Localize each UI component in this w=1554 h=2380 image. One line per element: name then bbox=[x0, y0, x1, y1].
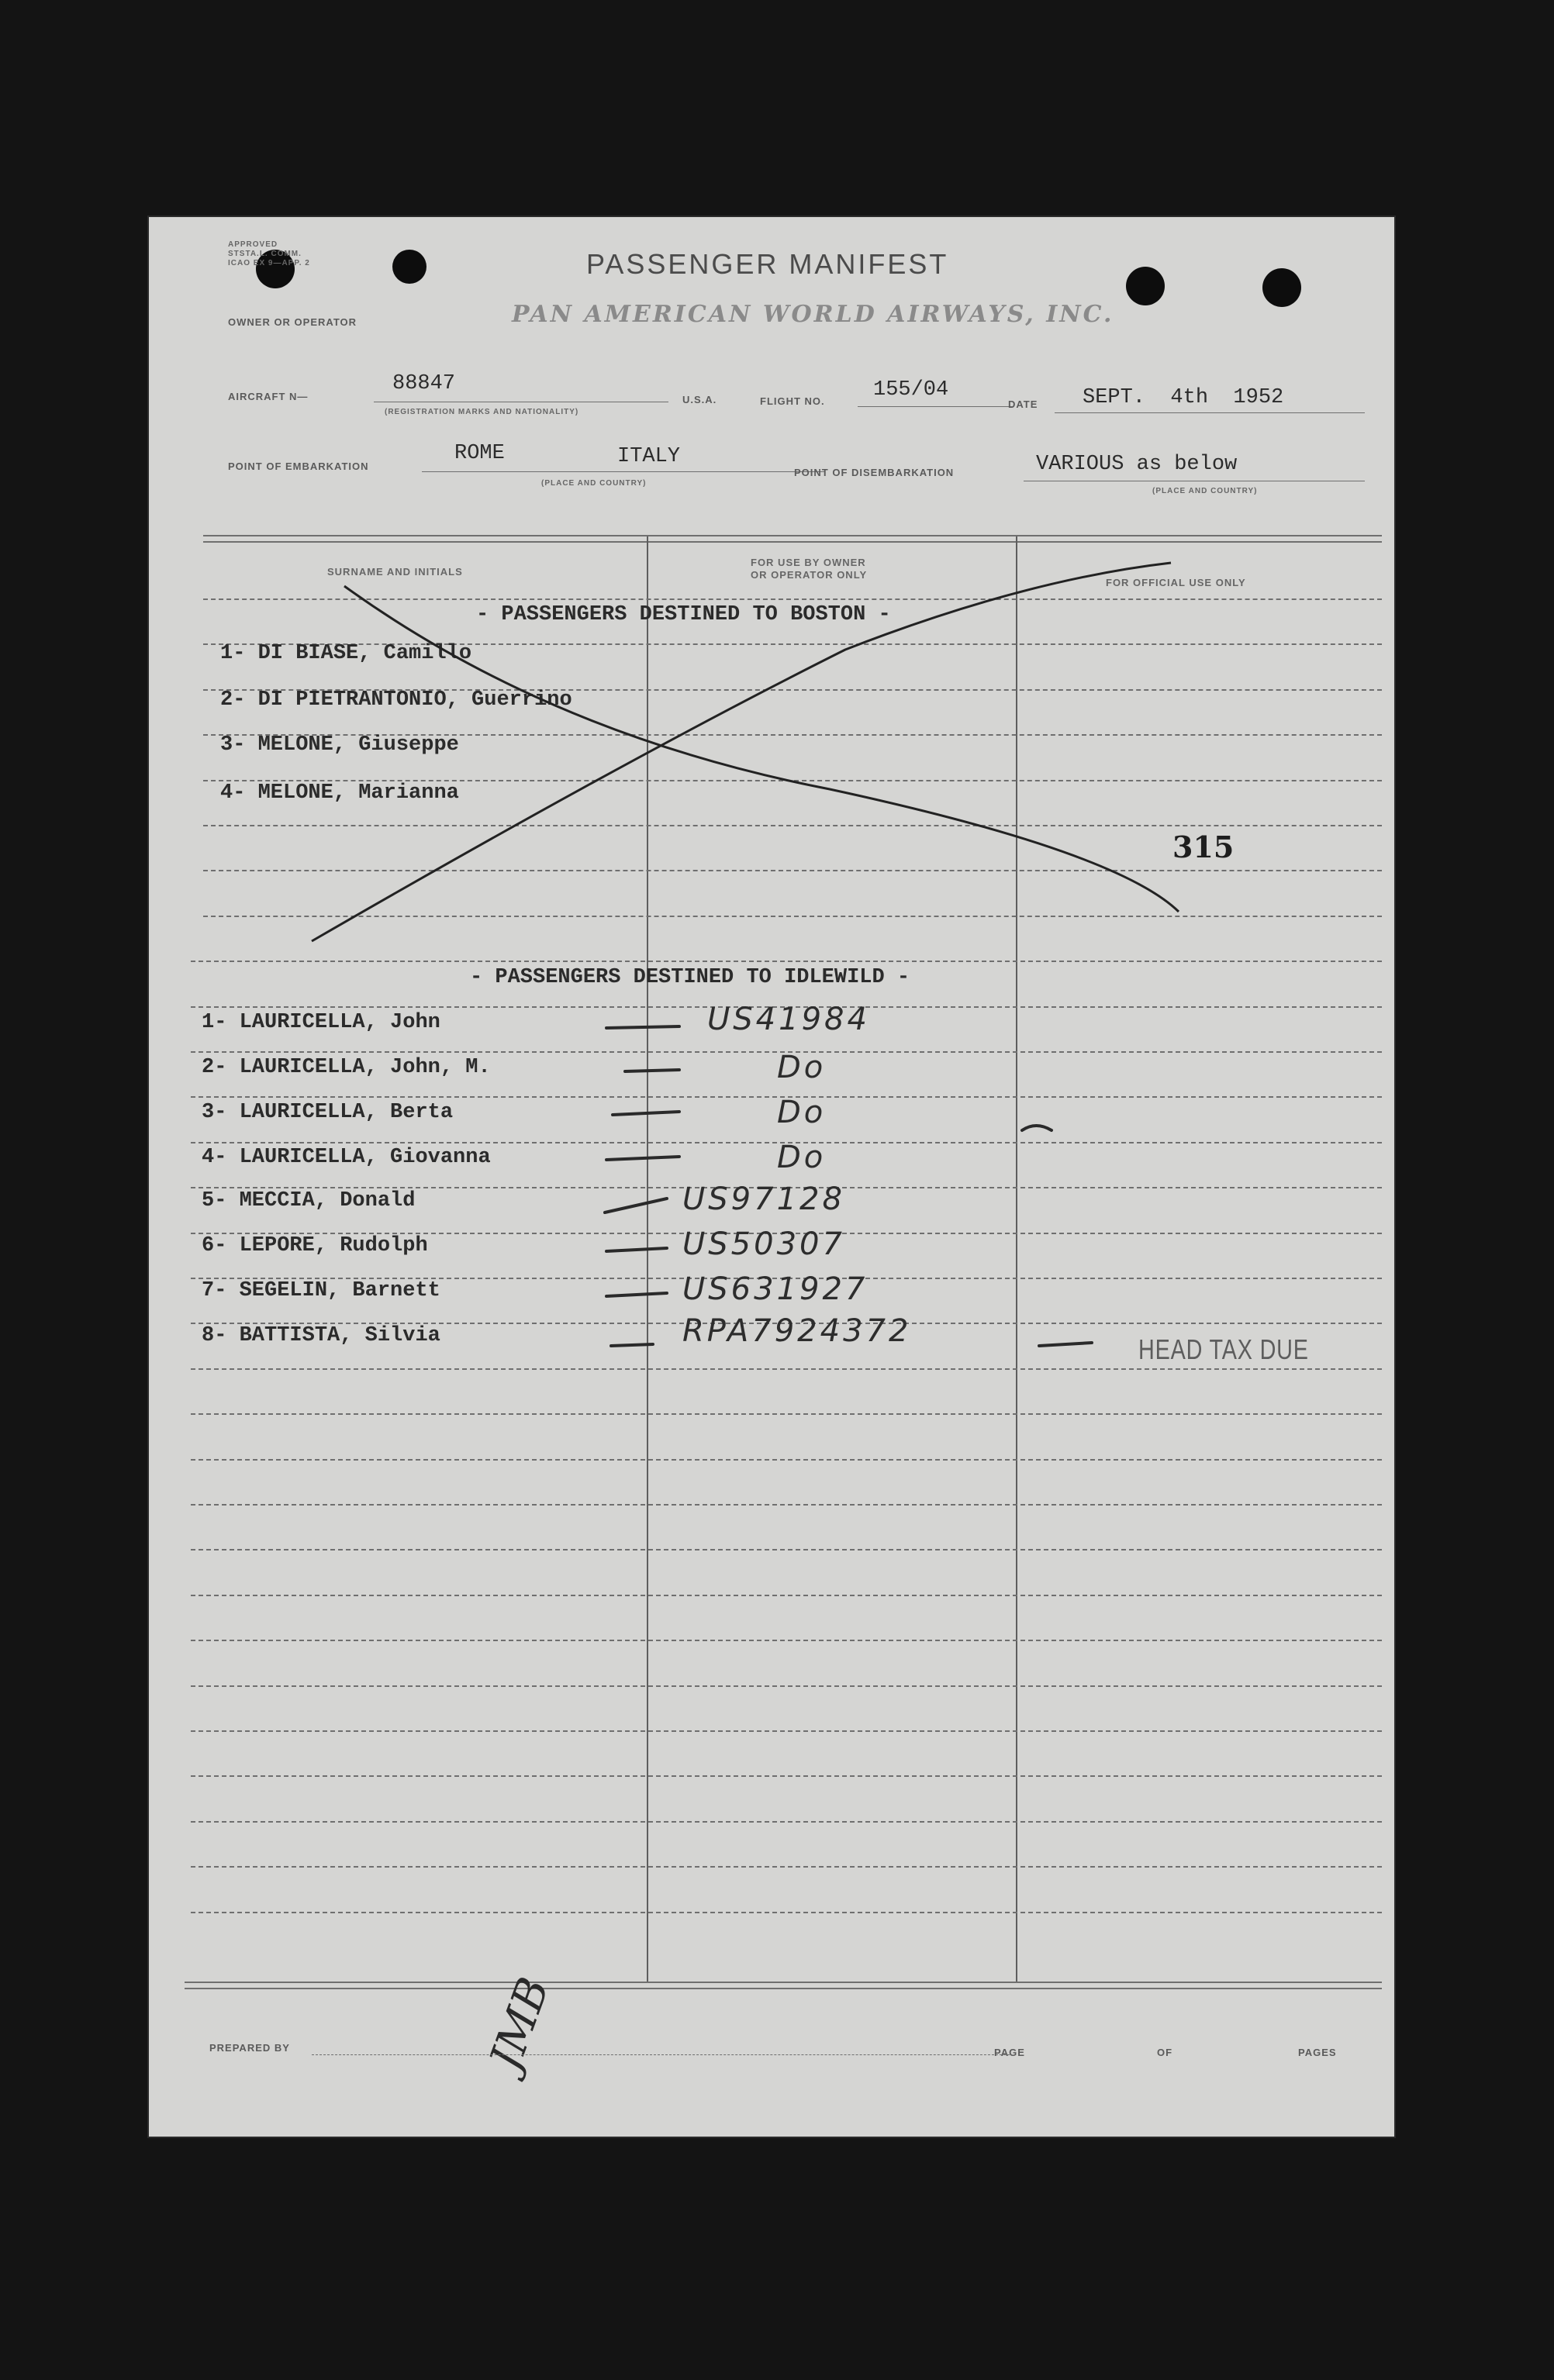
pen-marks bbox=[147, 216, 1396, 2138]
approval-text-2: STSTA.L. COMM. bbox=[228, 250, 302, 258]
aircraft-label: AIRCRAFT N— bbox=[228, 391, 309, 402]
visa-note: US97128 bbox=[682, 1181, 845, 1217]
col-official-header: FOR OFFICIAL USE ONLY bbox=[1106, 577, 1246, 588]
embark-country: ITALY bbox=[617, 445, 681, 468]
airline-name: PAN AMERICAN WORLD AIRWAYS, INC. bbox=[512, 301, 1114, 328]
idlewild-passenger: 5- MECCIA, Donald bbox=[202, 1189, 416, 1212]
boston-passenger: 4- MELONE, Marianna bbox=[220, 781, 459, 805]
boston-passenger: 1- DI BIASE, Camillo bbox=[220, 642, 472, 665]
usa-label: U.S.A. bbox=[682, 394, 717, 405]
form-title: PASSENGER MANIFEST bbox=[586, 248, 949, 280]
boston-heading: - PASSENGERS DESTINED TO BOSTON - bbox=[476, 603, 891, 626]
idlewild-passenger: 2- LAURICELLA, John, M. bbox=[202, 1056, 491, 1079]
page-label: PAGE bbox=[994, 2047, 1025, 2058]
idlewild-passenger: 8- BATTISTA, Silvia bbox=[202, 1324, 440, 1347]
idlewild-heading: - PASSENGERS DESTINED TO IDLEWILD - bbox=[470, 966, 910, 989]
boston-passenger: 2- DI PIETRANTONIO, Guerrino bbox=[220, 688, 572, 712]
approval-text-3: ICAO EX 9—APP. 2 bbox=[228, 259, 310, 267]
embark-city: ROME bbox=[454, 442, 505, 465]
col-surname-header: SURNAME AND INITIALS bbox=[327, 566, 463, 578]
registration-caption: (REGISTRATION MARKS AND NATIONALITY) bbox=[385, 408, 579, 416]
idlewild-passenger: 4- LAURICELLA, Giovanna bbox=[202, 1146, 491, 1169]
place-caption-1: (PLACE AND COUNTRY) bbox=[541, 479, 647, 488]
idlewild-passenger: 3- LAURICELLA, Berta bbox=[202, 1101, 454, 1124]
col-owner-header-2: OR OPERATOR ONLY bbox=[751, 569, 868, 581]
idlewild-passenger: 7- SEGELIN, Barnett bbox=[202, 1279, 440, 1302]
disembark-value: VARIOUS as below bbox=[1036, 453, 1238, 476]
approval-text: APPROVED bbox=[228, 240, 278, 249]
prepared-label: PREPARED BY bbox=[209, 2042, 290, 2054]
flight-value: 155/04 bbox=[873, 378, 949, 402]
disembark-label: POINT OF DISEMBARKATION bbox=[794, 467, 955, 478]
of-label: OF bbox=[1157, 2047, 1173, 2058]
visa-note: US41984 bbox=[707, 1002, 870, 1037]
boston-passenger: 3- MELONE, Giuseppe bbox=[220, 733, 459, 757]
embark-label: POINT OF EMBARKATION bbox=[228, 460, 369, 472]
owner-label: OWNER OR OPERATOR bbox=[228, 316, 357, 328]
ditto-note: Do bbox=[777, 1140, 827, 1175]
ditto-note: Do bbox=[777, 1050, 827, 1085]
visa-note: US50307 bbox=[682, 1226, 845, 1262]
ditto-note: Do bbox=[777, 1095, 827, 1130]
date-label: DATE bbox=[1008, 398, 1038, 410]
col-owner-header-1: FOR USE BY OWNER bbox=[751, 557, 866, 568]
idlewild-passenger: 1- LAURICELLA, John bbox=[202, 1011, 440, 1034]
pages-label: PAGES bbox=[1298, 2047, 1337, 2058]
signature: JMB bbox=[480, 1971, 560, 2077]
manifest-sheet bbox=[147, 216, 1396, 2138]
idlewild-passenger: 6- LEPORE, Rudolph bbox=[202, 1234, 428, 1257]
place-caption-2: (PLACE AND COUNTRY) bbox=[1152, 487, 1258, 495]
stamp-number: 315 bbox=[1172, 830, 1235, 864]
visa-note: US631927 bbox=[682, 1271, 869, 1307]
visa-note: RPA7924372 bbox=[682, 1313, 912, 1349]
date-value: SEPT. 4th 1952 bbox=[1083, 386, 1284, 409]
flight-label: FLIGHT NO. bbox=[760, 395, 825, 407]
aircraft-value: 88847 bbox=[392, 372, 456, 395]
head-tax-note: HEAD TAX DUE bbox=[1138, 1333, 1309, 1365]
